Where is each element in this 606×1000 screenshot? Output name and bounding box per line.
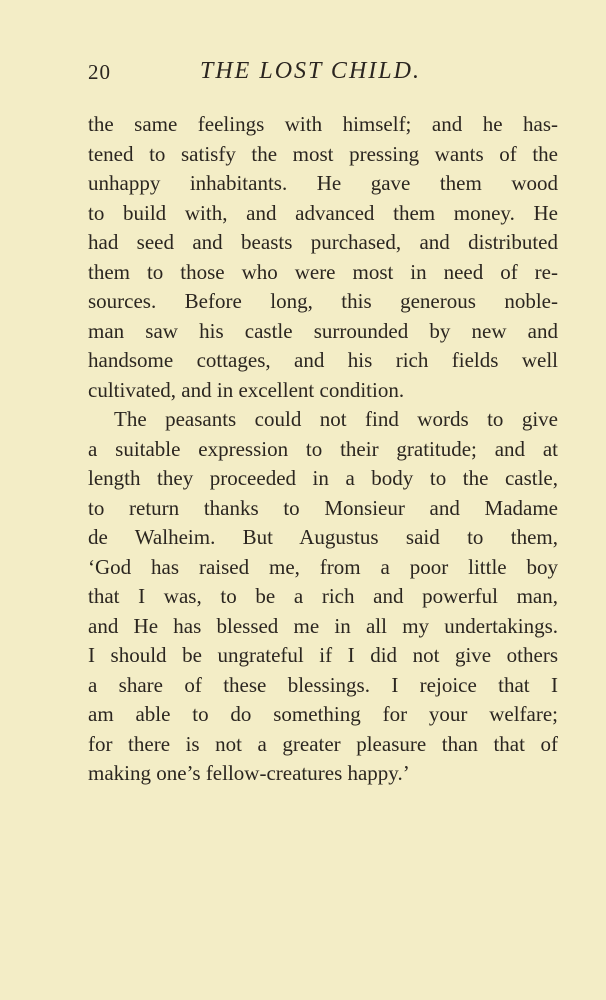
text-line: had seed and beasts purchased, and distributed (88, 230, 558, 254)
body-text (88, 110, 558, 789)
text-line: de Walheim. But Augustus said to them, (88, 525, 558, 549)
text-line: that I was, to be a rich and powerful man, (88, 584, 558, 608)
text-line: man saw his castle surrounded by new and (88, 318, 558, 343)
text-line: unhappy inhabitants. He gave them wood (88, 171, 558, 195)
text-line: a suitable expression to their gratitude; and at (88, 436, 558, 461)
text-line: to build with, and advanced them money. He (88, 200, 558, 225)
text-line: ‘God has raised me, from a poor little boy (88, 554, 558, 579)
running-head (88, 58, 558, 92)
text-line: cultivated, and in excellent condition. (88, 377, 405, 402)
page-number: 20 (88, 60, 111, 84)
paragraph (88, 110, 558, 405)
text-line: The peasants could not find words to give (114, 407, 558, 431)
paragraph (88, 405, 558, 789)
text-line: for there is not a greater pleasure than that of (88, 731, 558, 756)
text-line: to return thanks to Monsieur and Madame (88, 495, 558, 520)
text-line: them to those who were most in need of re- (88, 259, 558, 284)
text-line: tened to satisfy the most pressing wants of the (88, 141, 558, 166)
text-line: making one’s fellow-creatures happy.’ (88, 761, 410, 785)
text-line: handsome cottages, and his rich fields well (88, 348, 558, 372)
text-line: am able to do something for your welfare; (88, 702, 558, 726)
text-line: I should be ungrateful if I did not give others (88, 643, 558, 667)
text-line: length they proceeded in a body to the castle, (88, 466, 558, 490)
text-line: sources. Before long, this generous noble- (88, 289, 558, 313)
text-line: a share of these blessings. I rejoice that I (88, 672, 558, 697)
text-line: and He has blessed me in all my undertakings. (88, 613, 558, 638)
text-line: the same feelings with himself; and he has- (88, 112, 558, 136)
running-title: THE LOST CHILD. (200, 58, 421, 84)
